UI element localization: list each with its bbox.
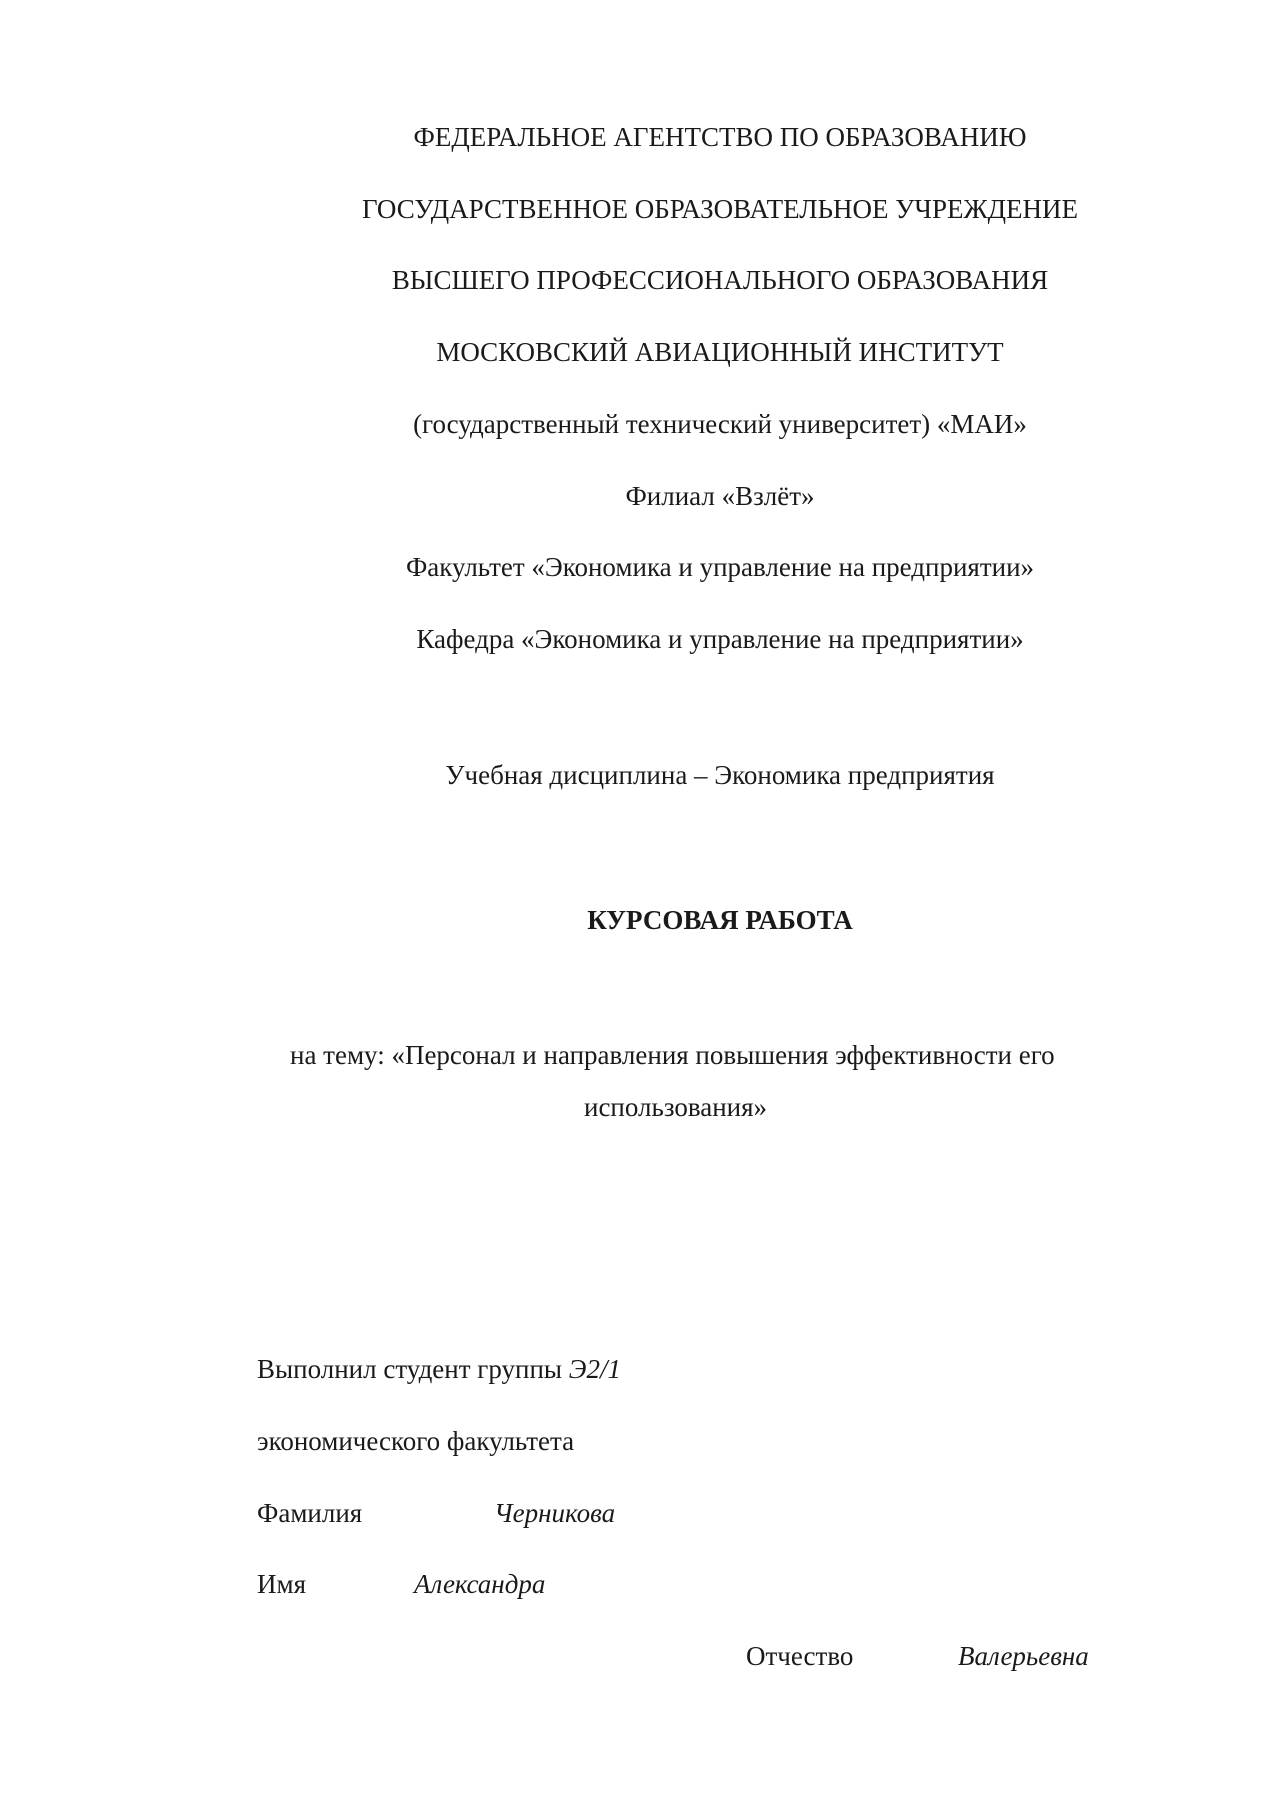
topic-line-2: использования» — [584, 1092, 768, 1122]
group-line — [257, 1352, 621, 1386]
header-line-1: ФЕДЕРАЛЬНОЕ АГЕНТСТВО ПО ОБРАЗОВАНИЮ — [413, 122, 1027, 152]
group-value: Э2/1 — [568, 1354, 621, 1384]
name-value: Александра — [414, 1569, 546, 1599]
group-label: Выполнил студент группы — [257, 1354, 563, 1384]
topic-line-1: на тему: «Персонал и направления повышения эффективности его — [290, 1040, 1055, 1070]
faculty-line: экономического факультета — [257, 1426, 575, 1456]
header-line-3: ВЫСШЕГО ПРОФЕССИОНАЛЬНОГО ОБРАЗОВАНИЯ — [391, 265, 1049, 295]
name-label: Имя — [257, 1569, 307, 1599]
patronymic-value: Валерьевна — [958, 1641, 1089, 1671]
work-type-title: КУРСОВАЯ РАБОТА — [587, 905, 853, 935]
header-line-5: (государственный технический университет) «МАИ» — [413, 409, 1027, 439]
header-line-2: ГОСУДАРСТВЕННОЕ ОБРАЗОВАТЕЛЬНОЕ УЧРЕЖДЕНИЕ — [361, 194, 1079, 224]
faculty-name: Факультет «Экономика и управление на предприятии» — [405, 552, 1035, 582]
header-line-4: МОСКОВСКИЙ АВИАЦИОННЫЙ ИНСТИТУТ — [436, 337, 1004, 367]
branch-name: Филиал «Взлёт» — [625, 481, 815, 511]
surname-value: Черникова — [494, 1498, 616, 1528]
discipline: Учебная дисциплина – Экономика предприятия — [445, 760, 995, 790]
patronymic-label: Отчество — [746, 1641, 854, 1671]
surname-label: Фамилия — [257, 1498, 363, 1528]
department-name: Кафедра «Экономика и управление на предприятии» — [416, 624, 1024, 654]
